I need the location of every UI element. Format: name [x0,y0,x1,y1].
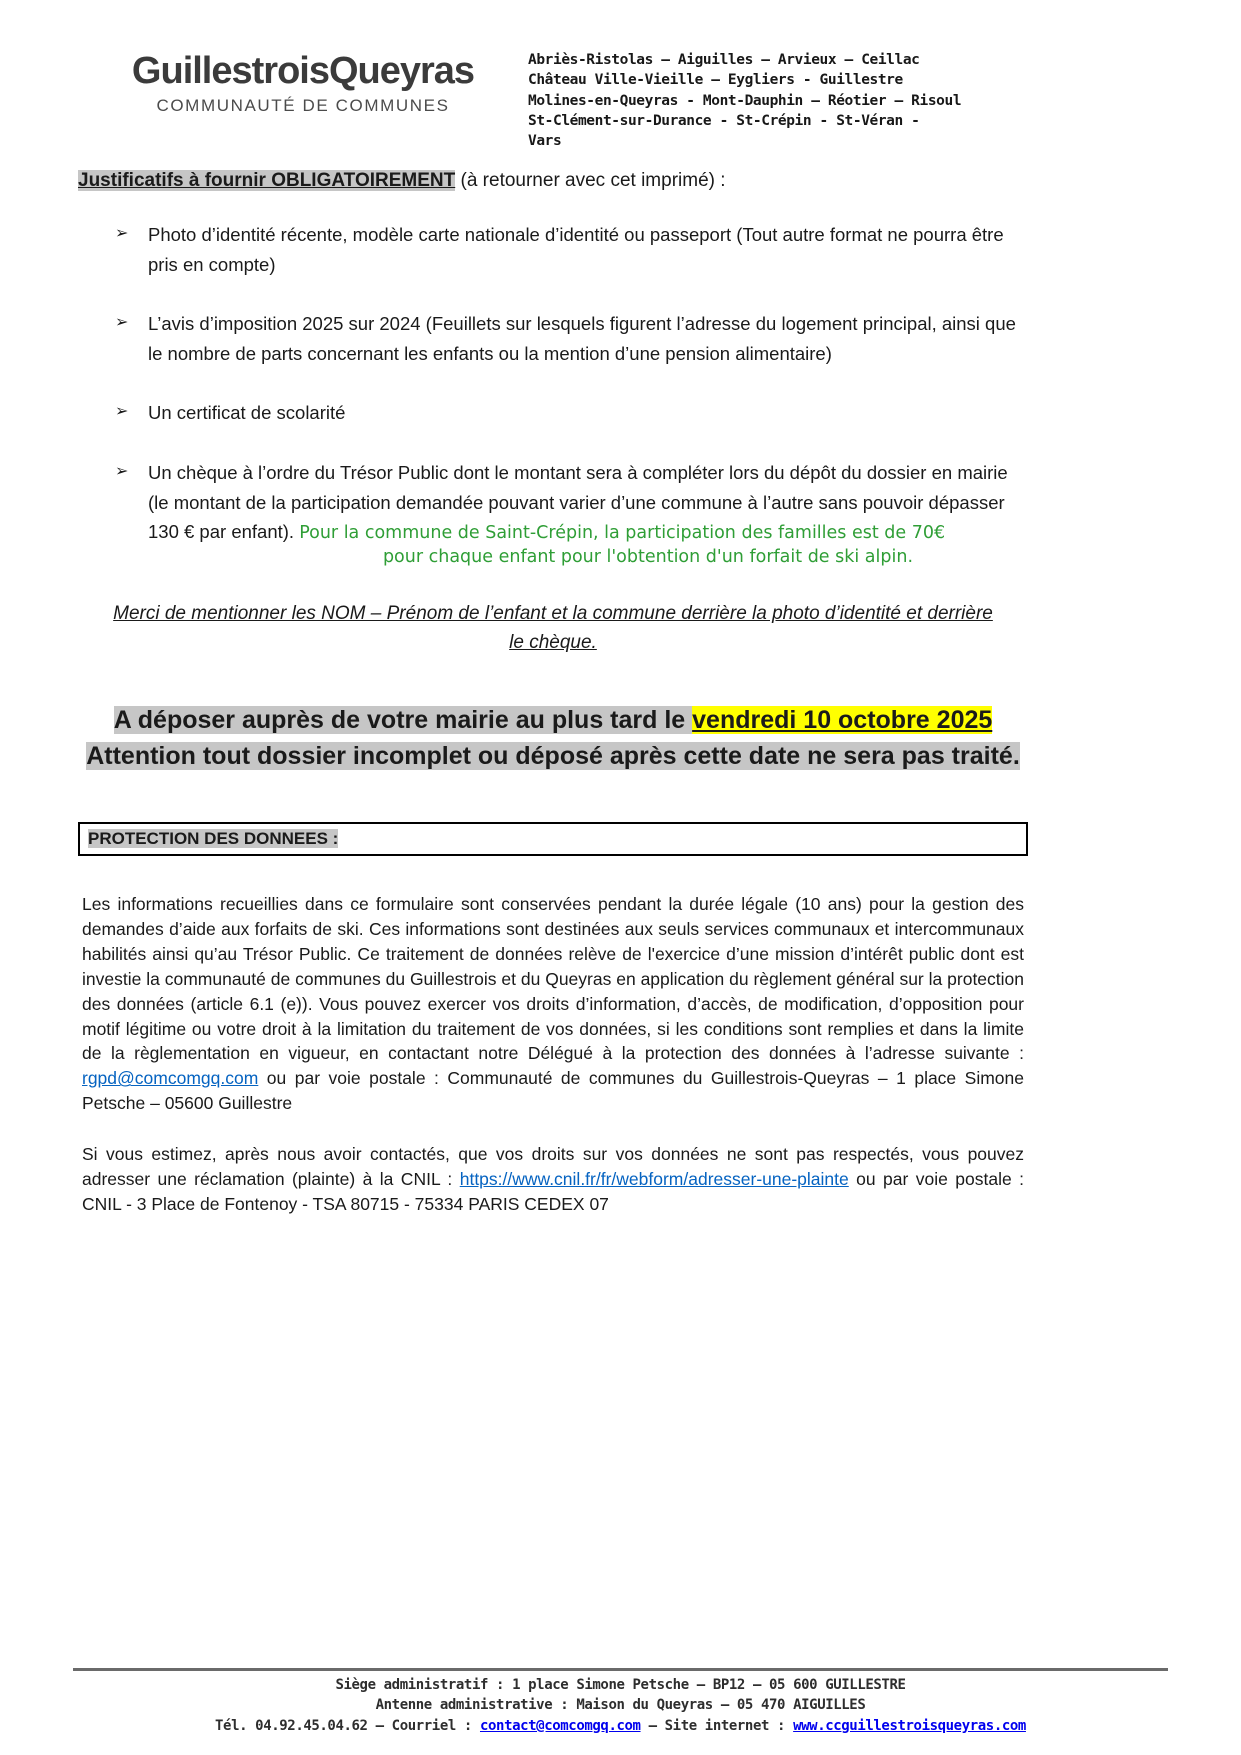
document-body [78,0,1028,1217]
communes-line: Abriès-Ristolas – Aiguilles – Arvieux – Ceillac [528,52,920,68]
list-item-text: L’avis d’imposition 2025 sur 2024 (Feuillets sur lesquels figurent l’adresse du logement principal, ainsi que le nombre de parts concernant les enfants ou la mention d’une pension alimentaire) [148,313,1016,364]
deadline-line1 [78,702,1028,738]
footer-website-link[interactable]: www.ccguillestroisqueyras.com [793,1717,1026,1734]
communes-line: Molines-en-Queyras - Mont-Dauphin – Réotier – Risoul [528,92,962,109]
deadline-line2 [78,738,1028,774]
footer-address-line1: Siège administratif : 1 place Simone Petsche – BP12 – 05 600 GUILLESTRE [335,1677,906,1693]
cnil-text-after-link: ou par voie postale : CNIL - 3 Place de Fontenoy - TSA 80715 - 75334 PARIS CEDEX 07 [82,1168,1024,1214]
cnil-paragraph [82,1142,1024,1217]
list-item-text: Un certificat de scolarité [148,402,346,424]
deadline-banner [78,702,1028,775]
deadline-line1-prefix: A déposer auprès de votre mairie au plus tard le [113,705,693,734]
doc-title [78,170,1028,192]
footer-divider [73,1668,1168,1671]
deadline-date: vendredi 10 octobre 2025 [692,705,993,734]
page-footer [0,1668,1241,1736]
list-item-photo [115,220,1028,279]
communes-line: St-Clément-sur-Durance - St-Crépin - St-Véran - [528,112,920,129]
list-item-avis-imposition [115,309,1028,368]
data-protection-heading: PROTECTION DES DONNEES : [88,829,339,849]
cnil-url-link[interactable]: https://www.cnil.fr/fr/webform/adresser-une-plainte [459,1168,849,1189]
required-documents-list [115,220,1028,569]
saint-crepin-note-line2: pour chaque enfant pour l'obtention d'un forfait de ski alpin. [382,547,914,568]
data-protection-heading-box [78,822,1028,856]
rgpd-text-after-link: ou par voie postale : Communauté de communes du Guillestrois-Queyras – 1 place Simone Petsche – 05600 Guillestre [82,1068,1024,1114]
doc-title-rest: (à retourner avec cet imprimé) : [455,170,726,191]
arrow-bullet-icon: ➢ [115,225,129,242]
mention-note: Merci de mentionner les NOM – Prénom de l’enfant et la commune derrière la photo d’identité et derrière le chèque. [113,603,993,654]
arrow-bullet-icon: ➢ [115,314,129,332]
list-item-text: Un chèque à l’ordre du Trésor Public dont le montant sera à compléter lors du dépôt du dossier en mairie (le montant de la participation demandée pouvant varier d’une commune à l’autre sans pouvoir dépasser 130 € par enfant). [148,461,1008,543]
rgpd-text-before-link: Les informations recueillies dans ce formulaire sont conservées pendant la durée légale (10 ans) pour la gestion des demandes d’aide aux forfaits de ski. Ces informations sont destinées aux seuls services communaux et intercommunaux habilités ainsi qu’au Trésor Public. Ce traitement de données relève de l'exercice d’une mission d’intérêt public dont est investie la communauté de communes du Guillestrois et du Queyras en application du règlement général sur la protection des données (article 6.1 (e)). Vous pouvez exercer vos droits d’information, d’accès, de modification, d’opposition pour motif légitime ou votre droit à la limitation du traitement de vos données, si les conditions sont remplies et dans la limite de la règlementation en vigueur, en contactant notre Délégué à la protection des données à l’adresse suivante : [82,894,1024,1064]
doc-title-highlight: Justificatifs à fournir OBLIGATOIREMENT [78,170,456,191]
arrow-bullet-icon: ➢ [115,403,129,421]
cnil-text-before-link: Si vous estimez, après nous avoir contactés, que vos droits sur vos données ne sont pas respectés, vous pouvez adresser une réclamation (plainte) à la CNIL : [82,1144,1024,1189]
list-item-text: Photo d’identité récente, modèle carte nationale d’identité ou passeport (Tout autre format ne pourra être pris en compte) [148,224,1004,275]
rgpd-paragraph [82,892,1024,1116]
footer-phone: Tél. 04.92.45.04.62 – Courriel : [215,1717,480,1734]
arrow-bullet-icon: ➢ [115,462,129,480]
org-logo-wordmark: GuillestroisQueyras [131,50,475,92]
deadline-line2-text: Attention tout dossier incomplet ou déposé après cette date ne sera pas traité. [86,742,1020,771]
list-item-certificat [115,398,1028,428]
communes-line: Château Ville-Vieille – Eygliers - Guillestre [528,72,903,89]
footer-contact-line [0,1716,1241,1736]
footer-site-label: – Site internet : [640,1717,794,1734]
saint-crepin-note: Pour la commune de Saint-Crépin, la participation des familles est de 70€ [299,523,946,544]
org-logo-subtitle: COMMUNAUTÉ DE COMMUNES [156,95,450,115]
communes-line: Vars [528,133,562,150]
rgpd-email-link[interactable]: rgpd@comcomgq.com [82,1068,259,1089]
footer-email-link[interactable]: contact@comcomgq.com [479,1717,641,1734]
footer-address-line2: Antenne administrative : Maison du Queyras – 05 470 AIGUILLES [375,1697,866,1714]
list-item-cheque [115,458,1028,569]
